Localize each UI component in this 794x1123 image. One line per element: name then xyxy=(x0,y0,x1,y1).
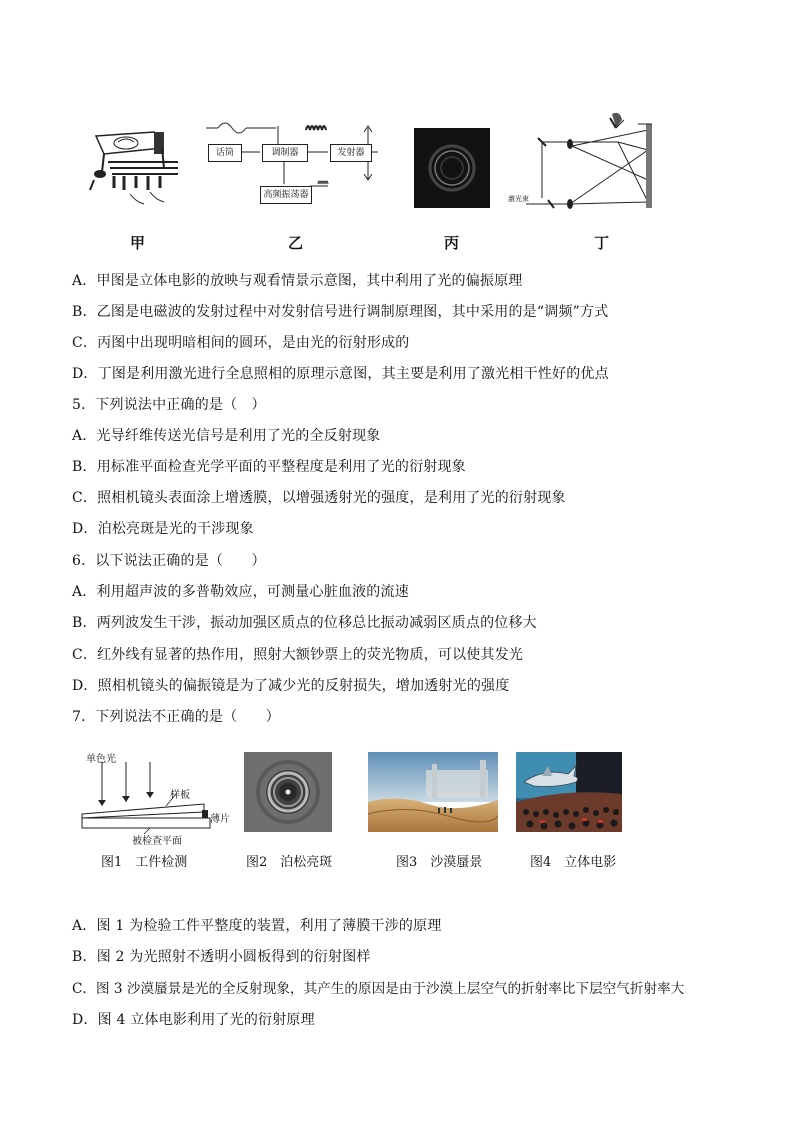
label-jia: 甲 xyxy=(130,234,146,252)
q5-option-b: B．用标准平面检查光学平面的平整程度是利用了光的衍射现象 xyxy=(72,459,466,475)
q4-option-d: D．丁图是利用激光进行全息照相的原理示意图，其主要是利用了激光相干性好的优点 xyxy=(72,366,609,382)
fig4-caption: 图4 立体电影 xyxy=(530,855,617,870)
q7-option-b: B．图 2 为光照射不透明小圆板得到的衍射图样 xyxy=(72,949,371,965)
label-bing: 丙 xyxy=(444,234,460,252)
fig3-caption: 图3 沙漠蜃景 xyxy=(396,855,483,870)
q6-stem: 6．以下说法正确的是（ ） xyxy=(72,553,266,569)
q7-option-d: D．图 4 立体电影利用了光的衍射原理 xyxy=(72,1012,315,1028)
figure-3-desert-mirage xyxy=(368,752,498,832)
q6-option-a: A．利用超声波的多普勒效应，可测量心脏血液的流速 xyxy=(72,584,409,600)
q6-option-d: D．照相机镜头的偏振镜是为了减少光的反射损失，增加透射光的强度 xyxy=(72,678,510,694)
q6-option-b: B．两列波发生干涉，振动加强区质点的位移总比振动减弱区质点的位移大 xyxy=(72,615,537,631)
box-oscillator: 高频振荡器 xyxy=(260,186,312,204)
fig1-sample-label: 样板 xyxy=(170,790,190,801)
q4-option-a: A．甲图是立体电影的放映与观看情景示意图，其中利用了光的偏振原理 xyxy=(72,273,523,289)
figure-ding xyxy=(508,110,664,220)
q7-option-a: A．图 1 为检验工件平整度的装置，利用了薄膜干涉的原理 xyxy=(72,918,442,934)
q5-option-d: D．泊松亮斑是光的干涉现象 xyxy=(72,521,254,537)
figure-jia xyxy=(84,128,192,208)
q7-option-c: C．图 3 沙漠蜃景是光的全反射现象，其产生的原因是由于沙漠上层空气的折射率比下层空气折射率大 xyxy=(72,981,685,997)
q5-option-a: A．光导纤维传送光信号是利用了光的全反射现象 xyxy=(72,428,381,444)
q4-option-c: C．丙图中出现明暗相间的圆环，是由光的衍射形成的 xyxy=(72,335,410,351)
figure-yi xyxy=(206,120,378,210)
box-transmitter: 发射器 xyxy=(330,144,372,162)
box-mic: 话筒 xyxy=(208,144,242,162)
box-modulator: 调制器 xyxy=(262,144,308,162)
q5-stem: 5．下列说法中正确的是（ ） xyxy=(72,397,266,413)
q7-stem: 7．下列说法不正确的是（ ） xyxy=(72,709,280,725)
figure-bing xyxy=(414,128,490,208)
q5-option-c: C．照相机镜头表面涂上增透膜，以增强透射光的强度，是利用了光的衍射现象 xyxy=(72,490,566,506)
figure-2-poisson-spot xyxy=(244,752,332,832)
fig1-caption: 图1 工件检测 xyxy=(101,855,188,870)
fig1-monochrome-label: 单色光 xyxy=(86,754,116,765)
label-ding: 丁 xyxy=(594,234,610,252)
figure-1-workpiece xyxy=(80,748,230,847)
q4-option-b: B．乙图是电磁波的发射过程中对发射信号进行调制原理图，其中采用的是“调频”方式 xyxy=(72,304,609,320)
fig1-surface-label: 被检查平面 xyxy=(132,836,182,847)
q6-option-c: C．红外线有显著的热作用，照射大额钞票上的荧光物质，可以使其发光 xyxy=(72,647,524,663)
fig1-sheet-label: 薄片 xyxy=(210,814,230,825)
label-yi: 乙 xyxy=(288,234,304,252)
figure-4-3d-movie xyxy=(516,752,622,832)
fig2-caption: 图2 泊松亮斑 xyxy=(246,855,333,870)
laser-label: 激光束 xyxy=(508,195,529,203)
